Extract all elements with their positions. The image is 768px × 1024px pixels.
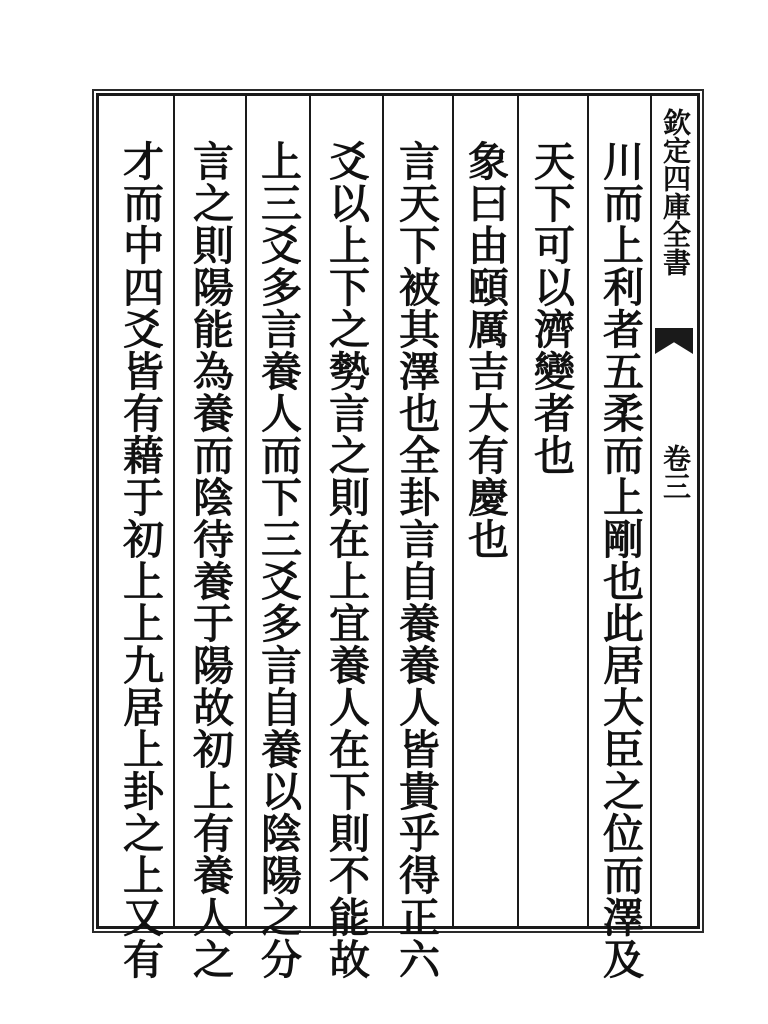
column-divider <box>452 96 454 926</box>
text-column-2: 天下可以濟變者也 <box>527 140 575 476</box>
text-column-3: 象曰由頤厲吉大有慶也 <box>461 140 509 560</box>
text-column-1: 川而上利者五柔而上剛也此居大臣之位而澤及 <box>596 140 644 980</box>
column-divider <box>517 96 519 926</box>
text-column-4: 言天下被其澤也全卦言自養養人皆貴乎得正六 <box>392 140 440 980</box>
book-title: 欽定四庫全書 <box>659 108 692 276</box>
column-divider <box>587 96 589 926</box>
column-divider <box>245 96 247 926</box>
text-column-7: 言之則陽能為養而陰待養于陽故初上有養人之 <box>186 140 234 980</box>
column-divider <box>382 96 384 926</box>
column-divider <box>173 96 175 926</box>
volume-label: 卷三 <box>659 444 692 500</box>
text-column-8: 才而中四爻皆有藉于初上上九居上卦之上又有 <box>116 140 164 980</box>
text-column-6: 上三爻多言養人而下三爻多言自養以陰陽之分 <box>254 140 302 980</box>
column-divider <box>309 96 311 926</box>
text-column-5: 爻以上下之勢言之則在上宜養人在下則不能故 <box>322 140 370 980</box>
